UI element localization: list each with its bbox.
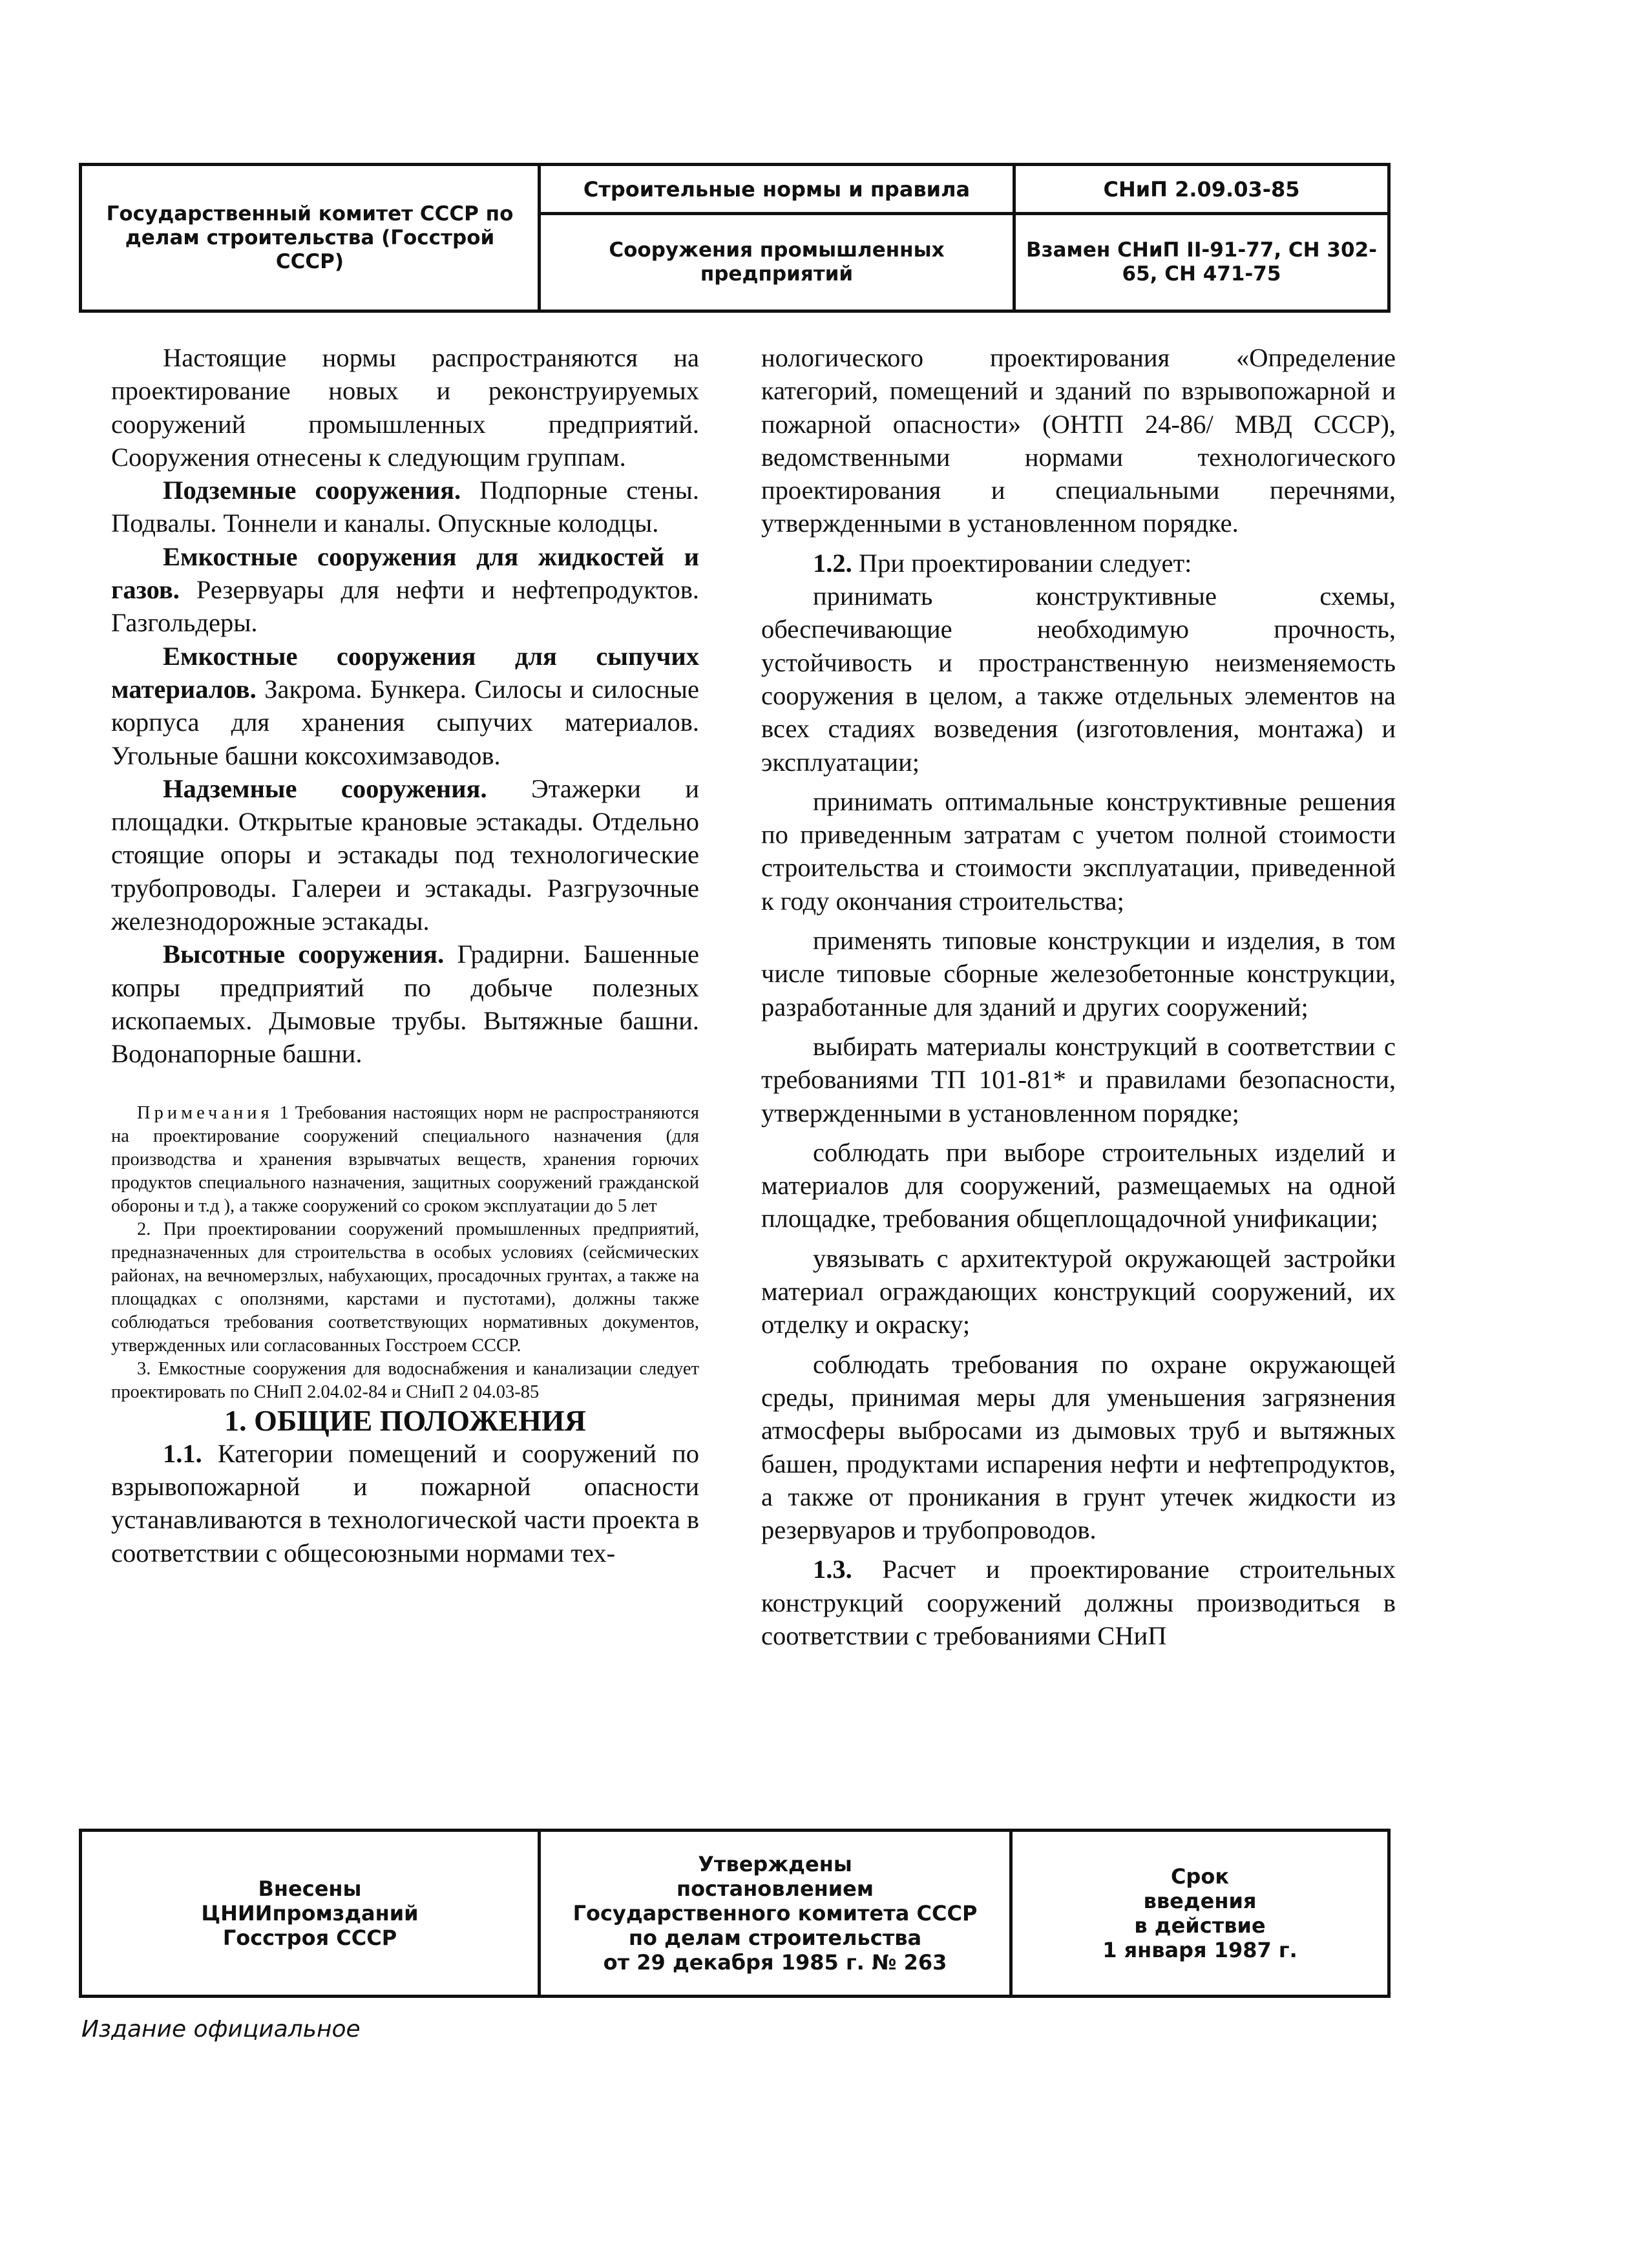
issuer-cell: Государственный комитет СССР по делам строительства (Госстрой СССР) (82, 166, 541, 310)
list-item: соблюдать при выборе строительных изделий и материалов для сооружений, размещаемых на одной площадке, требования общеплощадочной унификации; (761, 1137, 1396, 1234)
clause-number: 1.2. (813, 548, 852, 578)
clause-text: При проектировании следует: (852, 548, 1192, 578)
group-title: Подземные сооружения. (163, 476, 461, 505)
paragraph-1-2 (761, 547, 1396, 580)
note-2: 2. При проектировании сооружений промышленных предприятий, предназначенных для строительства в особых условиях (сейсмических районах, на вечномерзлых, набухающих, просадочных грунтах, а также на площадках с оползнями, карстами и пустотами), должны также соблюдаться требования соответствующих нормативных документов, утвержденных или согласованных Госстроем СССР. (111, 1219, 699, 1356)
group-highrise (111, 938, 699, 1070)
effective-date: Срок введения в действие 1 января 1987 г. (1102, 1864, 1297, 1962)
group-aboveground (111, 772, 699, 938)
clause-text: Расчет и проектирование строительных конструкций сооружений должны производиться в соответствии с требованиями СНиП (761, 1555, 1396, 1650)
notes-block (111, 1102, 699, 1404)
group-title: Высотные сооружения. (163, 940, 445, 969)
group-underground (111, 474, 699, 540)
intro-paragraph: Настоящие нормы распространяются на проектирование новых и реконструируемых сооружений промышленных предприятий. Сооружения отнесены к следующим группам. (111, 343, 699, 472)
continuation-paragraph: нологического проектирования «Определение категорий, помещений и зданий по взрывопожарной и пожарной опасности» (ОНТП 24-86/ МВД СССР), ведомственными нормами технологического проектирования и специальными перечнями, утвержденными в установленном порядке. (761, 343, 1396, 538)
group-liquid-tanks (111, 540, 699, 640)
note-1-text: 1 Требования настоящих норм не распространяются на проектирование сооружений специального назначения (для производства и хранения взрывчатых веществ, хранения горючих продуктов специального назначения, защитных сооружений гражданской обороны и т.д ), а также сооружений со сроком эксплуатации до 5 лет (111, 1102, 699, 1216)
note-1 (111, 1102, 699, 1218)
group-title: Емкостные сооружения для жидкостей и газов. (111, 541, 699, 605)
header-table (79, 163, 1391, 313)
replaces-note: Взамен СНиП II-91-77, СН 302-65, СН 471-75 (1026, 238, 1377, 286)
list-item: принимать оптимальные конструктивные решения по приведенным затратам с учетом полной стоимости строительства и стоимости эксплуатации, приведенной к году окончания строительства; (761, 786, 1396, 916)
header-middle (541, 166, 1016, 310)
group-text: Градирни. Башенные копры предприятий по добыче полезных ископаемых. Дымовые трубы. Вытяжные башни. Водонапорные башни. (111, 940, 699, 1069)
notes-label: Примечания (137, 1102, 273, 1123)
clause-text: Категории помещений и сооружений по взрывопожарной и пожарной опасности устанавливаются в технологической части проекта в соответствии с общесоюзными нормами тех- (111, 1438, 699, 1568)
list-item: увязывать с архитектурой окружающей застройки материал ограждающих конструкций сооружений, их отделку и окраску; (761, 1243, 1396, 1339)
left-column (111, 341, 699, 1570)
paragraph-1-1 (111, 1437, 699, 1570)
group-bulk-tanks (111, 640, 699, 772)
list-item: соблюдать требования по охране окружающей среды, принимая меры для уменьшения загрязнения атмосферы выбросами из дымовых труб и вытяжных башен, продуктами испарения нефти и нефтепродуктов, а также от проникания в грунт утечек жидкости из резервуаров и трубопроводов. (761, 1349, 1396, 1545)
group-title: Емкостные сооружения для сыпучих материалов. (111, 641, 699, 704)
doc-code: СНиП 2.09.03-85 (1016, 166, 1387, 215)
group-text: Резервуары для нефти и нефтепродуктов. Газгольдеры. (111, 575, 699, 638)
norms-title: Строительные нормы и правила (541, 166, 1013, 215)
group-text: Закрома. Бункера. Силосы и силосные корпуса для хранения сыпучих материалов. Угольные башни коксохимзаводов. (111, 674, 699, 770)
list-item: применять типовые конструкции и изделия, в том числе типовые сборные железобетонные конструкции, разработанные для зданий и других сооружений; (761, 926, 1396, 1022)
clause-number: 1.1. (163, 1438, 202, 1468)
header-right (1016, 166, 1387, 310)
approved-by: Утверждены постановлением Государственного комитета СССР по делам строительства от 29 декабря 1985 г. № 263 (541, 1832, 1013, 1995)
right-column (761, 341, 1396, 1652)
clause-number: 1.3. (813, 1555, 852, 1584)
submitted-by: Внесены ЦНИИпромзданий Госстроя СССР (82, 1832, 541, 1995)
section-title: 1. ОБЩИЕ ПОЛОЖЕНИЯ (224, 1403, 586, 1437)
group-text: Подпорные стены. Подвалы. Тоннели и каналы. Опускные колодцы. (111, 476, 699, 538)
footer-table (79, 1829, 1391, 1998)
note-3: 3. Емкостные сооружения для водоснабжения и канализации следует проектировать по СНиП 2.04.02-84 и СНиП 2 04.03-85 (111, 1358, 699, 1402)
group-title: Надземные сооружения. (163, 773, 487, 803)
group-text: Этажерки и площадки. Открытые крановые эстакады. Отдельно стоящие опоры и эстакады под технологические трубопроводы. Галереи и эстакады. Разгрузочные железнодорожные эстакады. (111, 773, 700, 936)
paragraph-1-3 (761, 1553, 1396, 1652)
list-item: принимать конструктивные схемы, обеспечивающие необходимую прочность, устойчивость и пространственную неизменяемость сооружения в целом, а также отдельных элементов на всех стадиях возведения (изготовления, монтажа) и эксплуатации; (761, 582, 1396, 777)
list-item: выбирать материалы конструкций в соответствии с требованиями ТП 101-81* и правилами безопасности, утвержденными в установленном порядке; (761, 1031, 1396, 1128)
edition-note: Издание официальное (81, 2016, 361, 2042)
doc-subject: Сооружения промышленных предприятий (609, 238, 945, 286)
